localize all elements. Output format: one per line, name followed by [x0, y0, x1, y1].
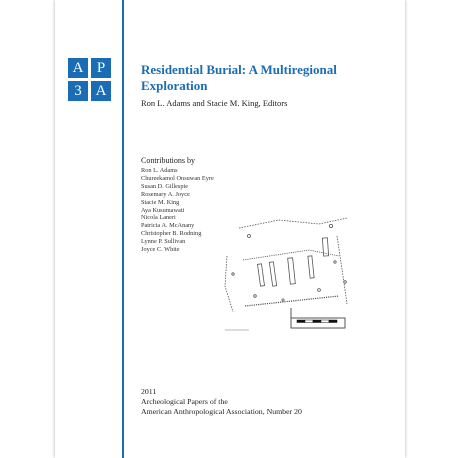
- contributor: Christopher B. Rodning: [141, 230, 202, 238]
- contributions-label: Contributions by: [141, 156, 196, 165]
- contributor: Rosemary A. Joyce: [141, 190, 190, 198]
- contributor: Lynne P. Sullivan: [141, 238, 186, 246]
- contributor: Stacie M. King: [141, 198, 180, 206]
- contributor: Aya Kusumawati: [141, 206, 185, 214]
- contributor: Joyce C. White: [141, 246, 180, 254]
- contributor: Chureekamol Onsuwan Eyre: [141, 174, 214, 182]
- publication-info: [141, 387, 381, 418]
- contributor: Patricia A. McAnany: [141, 222, 195, 230]
- publication-year: 2011: [141, 387, 157, 396]
- editors-line: Ron L. Adams and Stacie M. King, Editors: [141, 98, 288, 108]
- logo-letter-a: A: [68, 58, 88, 78]
- logo-letter-a-2: A: [91, 81, 111, 101]
- book-title: Residential Burial: A Multiregional Exploration: [141, 62, 337, 93]
- vertical-accent-rule: [122, 0, 124, 458]
- series-line-1: Archeological Papers of the: [141, 397, 228, 407]
- contributor: Nicola Laneri: [141, 214, 176, 222]
- contributor: Ron L. Adams: [141, 167, 178, 174]
- ap3a-logo: [68, 58, 112, 102]
- excavation-site-plan-icon: [219, 216, 361, 336]
- contributor: Susan D. Gillespie: [141, 182, 189, 190]
- contributors-list: [141, 167, 214, 254]
- logo-digit-3: 3: [68, 81, 88, 101]
- logo-letter-p: P: [91, 58, 111, 78]
- series-line-2: American Anthropological Association, Number 20: [141, 407, 302, 417]
